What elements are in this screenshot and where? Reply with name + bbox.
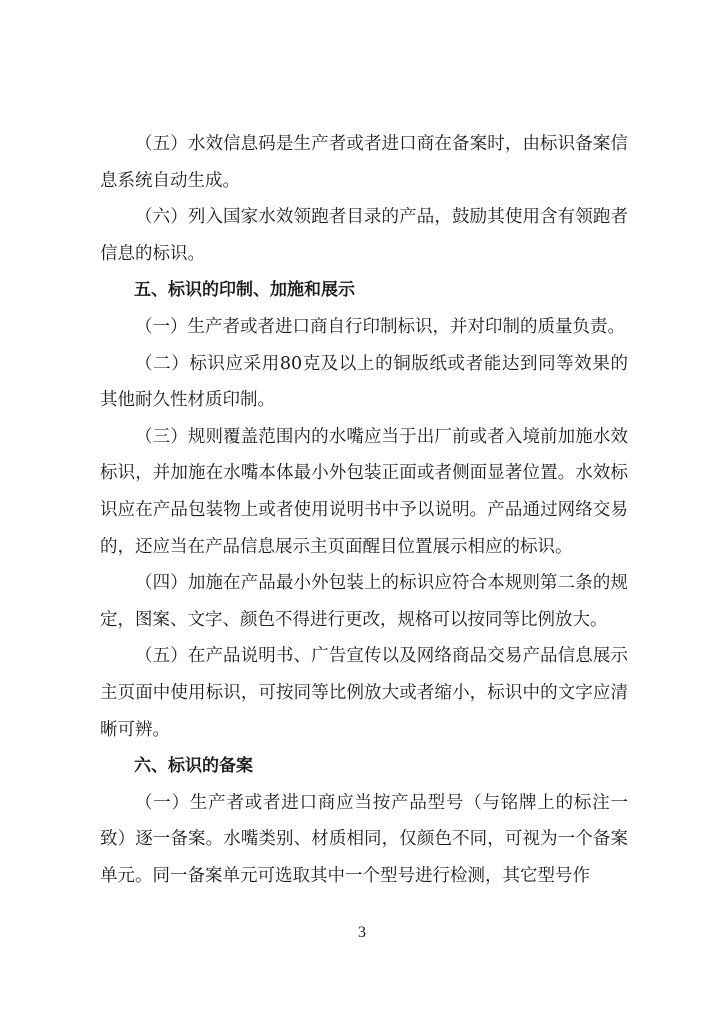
section-heading-printing: 五、标识的印制、加施和展示	[134, 280, 355, 301]
paragraph-paper-material: （二）标识应采用80克及以上的铜版纸或者能达到同等效果的其他耐久性材质印制。	[100, 353, 628, 411]
paragraph-package-label: （四）加施在产品最小外包装上的标识应符合本规则第二条的规定，图案、文字、颜色不得进行更改，规格可以按同等比例放大。	[100, 573, 628, 630]
paragraph-self-printing: （一）生产者或者进口商自行印制标识，并对印制的质量负责。	[135, 316, 625, 337]
section-heading-filing: 六、标识的备案	[134, 756, 253, 777]
paragraph-manual-ads: （五）在产品说明书、广告宣传以及网络商品交易产品信息展示主页面中使用标识，可按同等比例放大或者缩小，标识中的文字应清晰可辨。	[100, 646, 628, 740]
page-number: 3	[358, 924, 366, 941]
page-body	[100, 126, 628, 894]
paragraph-info-code: （五）水效信息码是生产者或者进口商在备案时，由标识备案信息系统自动生成。	[100, 134, 628, 191]
paragraph-leader-label: （六）列入国家水效领跑者目录的产品，鼓励其使用含有领跑者信息的标识。	[100, 207, 628, 264]
paragraph-filing-by-model: （一）生产者或者进口商应当按产品型号（与铭牌上的标注一致）逐一备案。水嘴类别、材质相同，仅颜色不同，可视为一个备案单元。同一备案单元可选取其中一个型号进行检测，其它型号作	[100, 792, 628, 886]
paragraph-affixing: （三）规则覆盖范围内的水嘴应当于出厂前或者入境前加施水效标识，并加施在水嘴本体最小外包装正面或者侧面显著位置。水效标识应在产品包装物上或者使用说明书中予以说明。产品通过网络交易的，还应当在产品信息展示主页面醒目位置展示相应的标识。	[100, 426, 628, 557]
